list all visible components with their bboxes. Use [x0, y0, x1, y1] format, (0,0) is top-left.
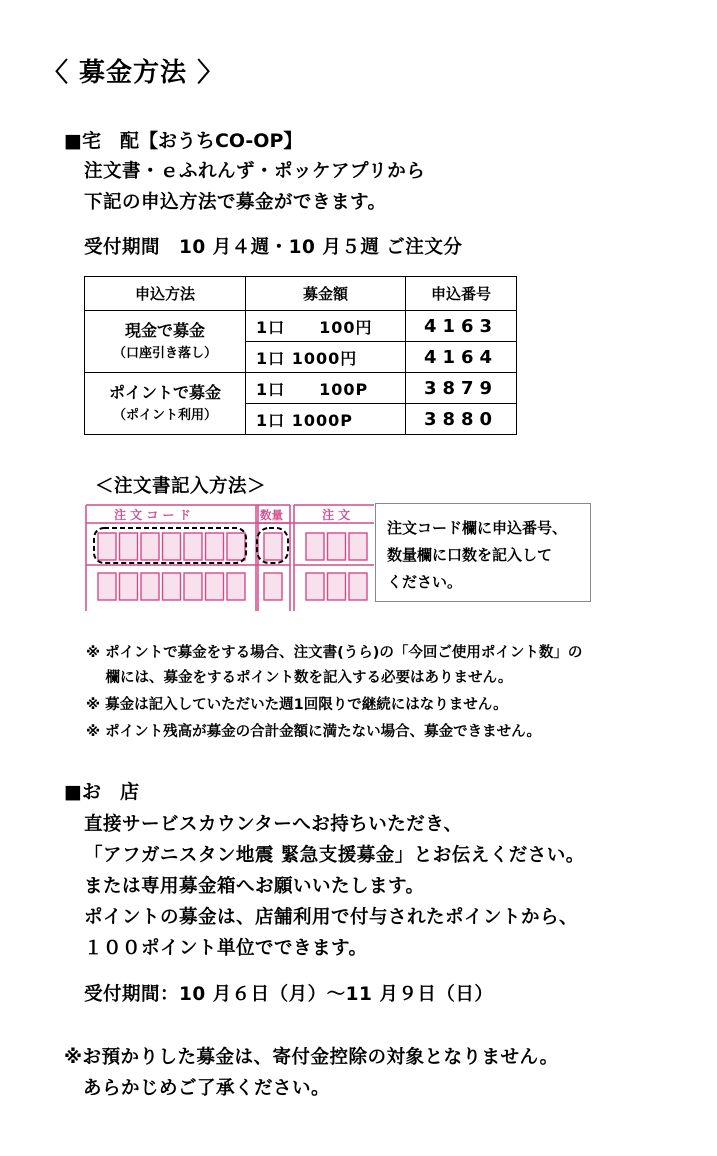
form-code-box [206, 533, 224, 560]
store-line-2: 「アフガニスタン地震 緊急支援募金」とお伝えください。 [84, 845, 585, 866]
amount-cell: 1口 1000P [246, 404, 406, 435]
callout-line: 注文コード欄に申込番号、 [387, 519, 568, 537]
callout-line: 数量欄に口数を記入して [387, 546, 553, 564]
form-code-label: 注 文 コ ー ド [114, 508, 191, 522]
method-point [85, 373, 246, 435]
form-code-box [306, 573, 324, 600]
order-form-svg [84, 503, 374, 611]
method-point-sub: （ポイント利用） [112, 407, 217, 423]
header-code: 申込番号 [406, 277, 517, 311]
footer-note-2: あらかじめご了承ください。 [64, 1078, 331, 1099]
store-line-4: ポイントの募金は、店舗利用で付与されたポイントから、 [84, 907, 579, 928]
order-form-illustration [84, 503, 374, 611]
method-cash [85, 311, 246, 373]
form-code-box [328, 533, 346, 560]
form-code-box [349, 533, 367, 560]
form-heading: ＜注文書記入方法＞ [95, 476, 267, 497]
store-line-3: または専用募金箱へお願いいたします。 [84, 876, 425, 897]
callout-line: ください。 [387, 573, 463, 591]
method-point-label: ポイントで募金 [108, 383, 221, 403]
page-title: 〈 募金方法 〉 [42, 58, 225, 88]
table-row [85, 373, 517, 404]
donation-table [84, 276, 517, 435]
amount-cell: 1口 1000円 [246, 342, 406, 373]
instruction-callout [375, 503, 591, 602]
code-cell: 3879 [406, 373, 517, 404]
amount-cell: 1口 100P [246, 373, 406, 404]
amount-cell: 1口 100円 [246, 311, 406, 342]
store-line-5: １００ポイント単位でできます。 [84, 938, 368, 959]
table-row [85, 311, 517, 342]
form-code-box [98, 573, 116, 600]
note-3: ※ ポイント残高が募金の合計金額に満たない場合、募金できません。 [86, 724, 542, 740]
note-1-cont: 欄には、募金をするポイント数を記入する必要はありません。 [86, 670, 513, 686]
form-code-box [349, 573, 367, 600]
code-cell: 4163 [406, 311, 517, 342]
form-code-box [328, 573, 346, 600]
form-code-box [306, 533, 324, 560]
form-code-box [227, 573, 245, 600]
form-code-box [120, 533, 138, 560]
footer-note-1: ※お預かりした募金は、寄付金控除の対象となりません。 [64, 1047, 559, 1068]
form-code-box [163, 533, 181, 560]
form-qty-box [264, 573, 282, 600]
note-2: ※ 募金は記入していただいた週1回限りで継続にはなりません。 [86, 697, 508, 713]
form-qty-box [264, 533, 282, 560]
store-heading: ■お 店 [64, 781, 139, 803]
form-code-label-2: 注 文 [322, 508, 351, 522]
form-qty-label: 数量 [260, 508, 283, 522]
method-cash-label: 現金で募金 [124, 321, 205, 341]
form-code-box [227, 533, 245, 560]
delivery-line-1: 注文書・ｅふれんず・ポッケアプリから [84, 161, 426, 182]
header-method: 申込方法 [85, 277, 246, 311]
store-line-1: 直接サービスカウンターへお持ちいただき、 [84, 814, 463, 835]
delivery-line-2: 下記の申込方法で募金ができます。 [84, 192, 387, 213]
code-cell: 4164 [406, 342, 517, 373]
code-cell: 3880 [406, 404, 517, 435]
note-1: ※ ポイントで募金をする場合、注文書(うら)の「今回ご使用ポイント数」の [86, 645, 583, 661]
form-code-box [120, 573, 138, 600]
header-amount: 募金額 [246, 277, 406, 311]
delivery-period: 受付期間 10 月４週・10 月５週 ご注文分 [84, 237, 463, 258]
form-code-box [141, 533, 159, 560]
form-code-box [141, 573, 159, 600]
form-code-box [206, 573, 224, 600]
delivery-heading: ■宅 配【おうちCO-OP】 [64, 130, 303, 152]
form-code-box [163, 573, 181, 600]
method-cash-sub: （口座引き落し） [112, 345, 217, 361]
table-header-row [85, 277, 517, 311]
store-period: 受付期間：10 月６日（月）～11 月９日（日） [84, 984, 494, 1005]
form-code-box [184, 533, 202, 560]
form-code-box [98, 533, 116, 560]
form-code-box [184, 573, 202, 600]
